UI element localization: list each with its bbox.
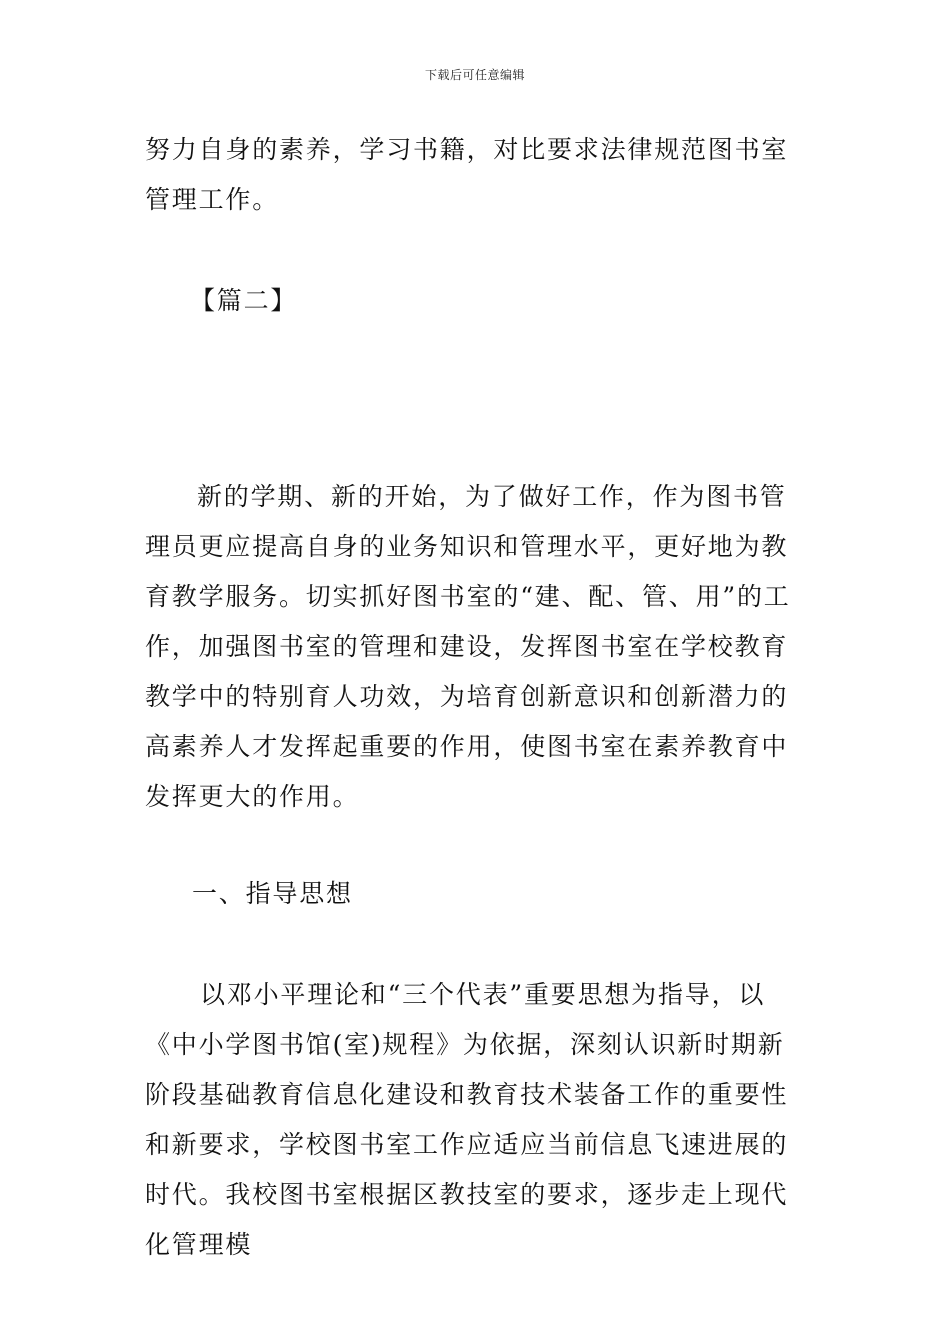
header-note: 下载后可任意编辑 bbox=[424, 68, 525, 82]
heading-guiding-thought: 一、指导思想 bbox=[192, 879, 353, 908]
paragraph-continuation: 努力自身的素养，学习书籍，对比要求法律规范图书室管理工作。 bbox=[145, 135, 789, 214]
paragraph-intro: 新的学期、新的开始，为了做好工作，作为图书管理员更应提高自身的业务知识和管理水平，更好地为教育教学服务。切实抓好图书室的“建、配、管、用”的工作，加强图书室的管理和建设，发挥图书室在学校教育教学中的特别育人功效，为培育创新意识和创新潜力的高素养人才发挥起重要的作用，使图书室在素养教育中发挥更大的作用。 bbox=[145, 482, 791, 811]
paragraph-guiding-thought: 以邓小平理论和“三个代表”重要思想为指导，以《中小学图书馆(室)规程》为依据，深刻认识新时期新阶段基础教育信息化建设和教育技术装备工作的重要性和新要求，学校图书室工作应适应当前信息飞速进展的时代。我校图书室根据区教技室的要求，逐步走上现代化管理模 bbox=[145, 980, 789, 1259]
section-title: 【篇二】 bbox=[190, 286, 298, 315]
